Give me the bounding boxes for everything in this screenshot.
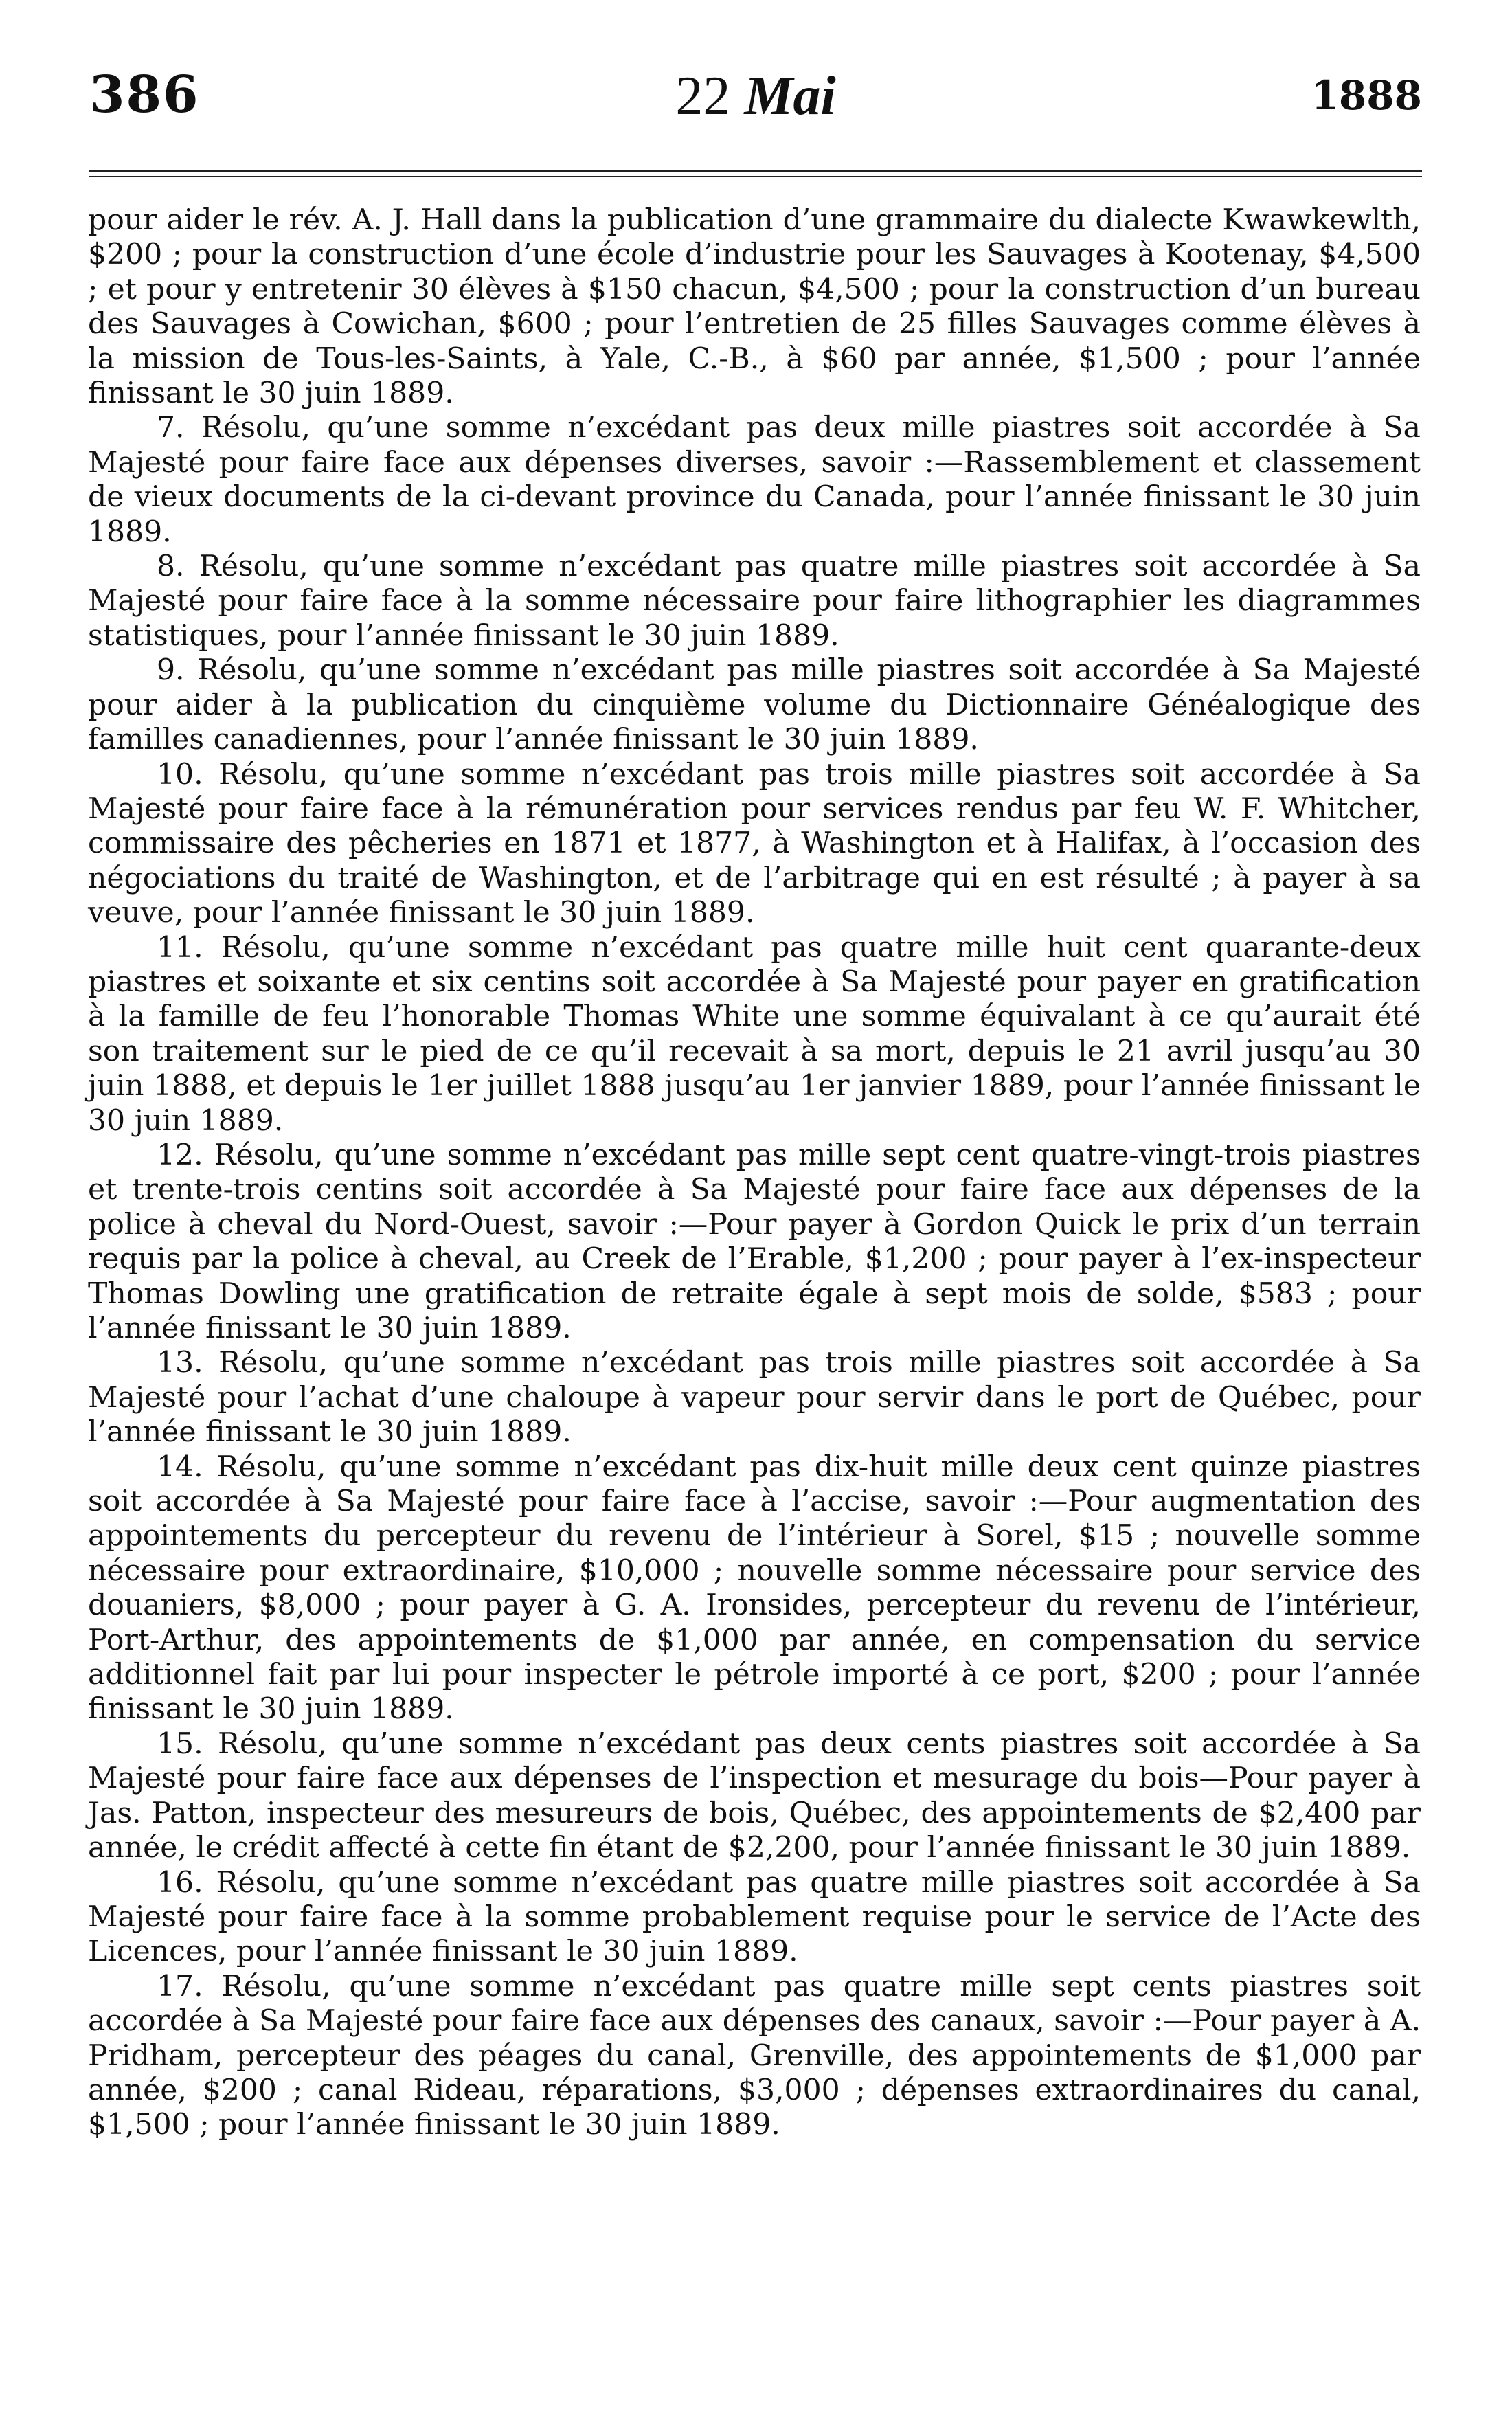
paragraph-resolution-17: 17. Résolu, qu’une somme n’excédant pas quatre mille sept cents piastres soit accordée à Sa Majesté pour faire face aux dépenses des canaux, savoir :—Pour payer à A. Pridham, percepteur des péages du canal, Grenville, des appointements de $1,000 par année, $200 ; canal Rideau, réparations, $3,000 ; dépenses extraordinaires du canal, $1,500 ; pour l’année finissant le 30 juin 1889. [88, 1969, 1421, 2142]
running-head-date [89, 65, 1422, 128]
paragraph-resolution-11: 11. Résolu, qu’une somme n’excédant pas quatre mille huit cent quarante-deux piastres et soixante et six centins soit accordée à Sa Majesté pour payer en gratification à la famille de feu l’honorable Thomas White une somme équivalant à ce qu’aurait été son traitement sur le pied de ce qu’il recevait à sa mort, depuis le 21 avril jusqu’au 30 juin 1888, et depuis le 1er juillet 1888 jusqu’au 1er janvier 1889, pour l’année finissant le 30 juin 1889. [88, 930, 1421, 1138]
header-double-rule [89, 170, 1422, 177]
header-year: 1888 [1311, 72, 1422, 119]
paragraph-resolution-10: 10. Résolu, qu’une somme n’excédant pas trois mille piastres soit accordée à Sa Majesté pour faire face à la rémunération pour services rendus par feu W. F. Whitcher, commissaire des pêcheries en 1871 et 1877, à Washington et à Halifax, à l’occasion des négociations du traité de Washington, et de l’arbitrage qui en est résulté ; à payer à sa veuve, pour l’année finissant le 30 juin 1889. [88, 757, 1421, 930]
paragraph-continued: pour aider le rév. A. J. Hall dans la publication d’une grammaire du dialecte Kwawkewlth, $200 ; pour la construction d’une école d’industrie pour les Sauvages à Kootenay, $4,500 ; et pour y entretenir 30 élèves à $150 chacun, $4,500 ; pour la construction d’un bureau des Sauvages à Cowichan, $600 ; pour l’entretien de 25 filles Sauvages comme élèves à la mission de Tous-les-Saints, à Yale, C.-B., à $60 par année, $1,500 ; pour l’année finissant le 30 juin 1889. [88, 203, 1421, 411]
paragraph-resolution-16: 16. Résolu, qu’une somme n’excédant pas quatre mille piastres soit accordée à Sa Majesté pour faire face à la somme probablement requise pour le service de l’Acte des Licences, pour l’année finissant le 30 juin 1889. [88, 1865, 1421, 1969]
running-head-month: Mai [744, 66, 836, 126]
paragraph-resolution-14: 14. Résolu, qu’une somme n’excédant pas dix-huit mille deux cent quinze piastres soit accordée à Sa Majesté pour faire face à l’accise, savoir :—Pour augmentation des appointements du percepteur du revenu de l’intérieur à Sorel, $15 ; nouvelle somme nécessaire pour extraordinaire, $10,000 ; nouvelle somme nécessaire pour service des douaniers, $8,000 ; pour payer à G. A. Ironsides, percepteur du revenu de l’intérieur, Port-Arthur, des appointements de $1,000 par année, en compensation du service additionnel fait par lui pour inspecter le pétrole importé à ce port, $200 ; pour l’année finissant le 30 juin 1889. [88, 1450, 1421, 1727]
page-header [89, 65, 1422, 141]
paragraph-resolution-9: 9. Résolu, qu’une somme n’excédant pas mille piastres soit accordée à Sa Majesté pour aider à la publication du cinquième volume du Dictionnaire Généalogique des familles canadiennes, pour l’année finissant le 30 juin 1889. [88, 653, 1421, 757]
paragraph-resolution-13: 13. Résolu, qu’une somme n’excédant pas trois mille piastres soit accordée à Sa Majesté pour l’achat d’une chaloupe à vapeur pour servir dans le port de Québec, pour l’année finissant le 30 juin 1889. [88, 1346, 1421, 1450]
running-head-day: 22 [675, 66, 731, 126]
body-text [88, 203, 1421, 2143]
paragraph-resolution-8: 8. Résolu, qu’une somme n’excédant pas quatre mille piastres soit accordée à Sa Majesté pour faire face à la somme nécessaire pour faire lithographier les diagrammes statistiques, pour l’année finissant le 30 juin 1889. [88, 550, 1421, 653]
paragraph-resolution-15: 15. Résolu, qu’une somme n’excédant pas deux cents piastres soit accordée à Sa Majesté pour faire face aux dépenses de l’inspection et mesurage du bois—Pour payer à Jas. Patton, inspecteur des mesureurs de bois, Québec, des appointements de $2,400 par année, le crédit affecté à cette fin étant de $2,200, pour l’année finissant le 30 juin 1889. [88, 1727, 1421, 1865]
page-number: 386 [89, 65, 200, 124]
paragraph-resolution-7: 7. Résolu, qu’une somme n’excédant pas deux mille piastres soit accordée à Sa Majesté pour faire face aux dépenses diverses, savoir :—Rassemblement et classement de vieux documents de la ci-devant province du Canada, pour l’année finissant le 30 juin 1889. [88, 411, 1421, 549]
paragraph-resolution-12: 12. Résolu, qu’une somme n’excédant pas mille sept cent quatre-vingt-trois piastres et trente-trois centins soit accordée à Sa Majesté pour faire face aux dépenses de la police à cheval du Nord-Ouest, savoir :—Pour payer à Gordon Quick le prix d’un terrain requis par la police à cheval, au Creek de l’Erable, $1,200 ; pour payer à l’ex-inspecteur Thomas Dowling une gratification de retraite égale à sept mois de solde, $583 ; pour l’année finissant le 30 juin 1889. [88, 1138, 1421, 1345]
